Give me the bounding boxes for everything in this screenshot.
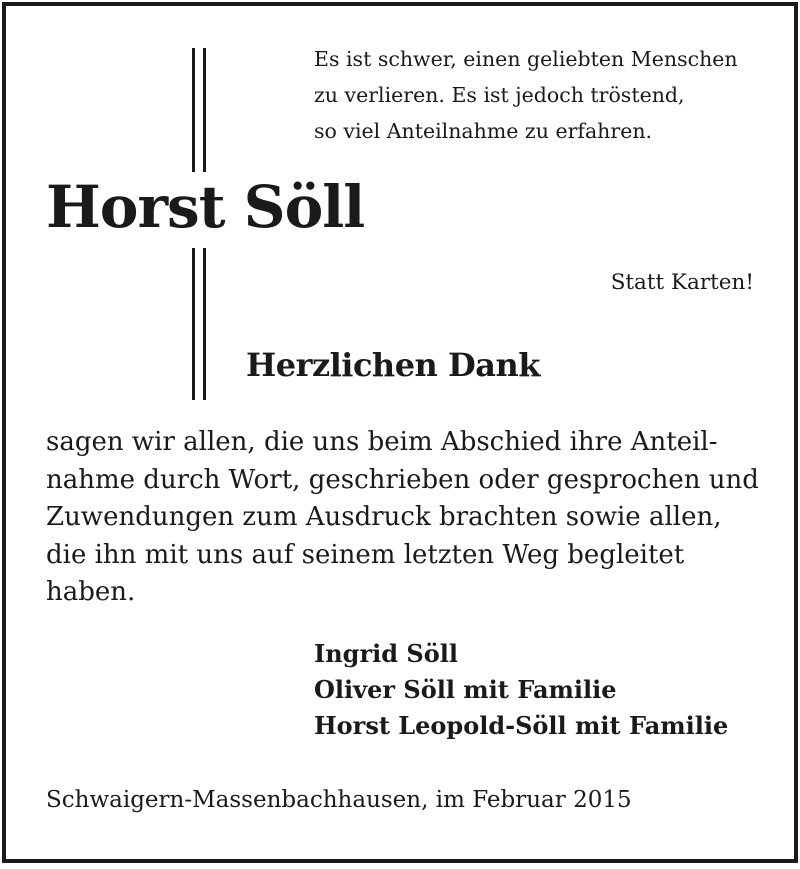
body-line: nahme durch Wort, geschrieben oder gesprochen und — [46, 464, 759, 495]
body-line: sagen wir allen, die uns beim Abschied ihre Anteil- — [46, 427, 718, 457]
thanks-heading: Herzlichen Dank — [246, 346, 540, 384]
statt-karten-note: Statt Karten! — [610, 270, 754, 295]
condolence-quote — [314, 41, 774, 149]
body-line: haben. — [46, 577, 136, 607]
body-line: Zuwendungen zum Ausdruck brachten sowie allen, — [46, 502, 722, 532]
quote-line: Es ist schwer, einen geliebten Menschen — [314, 47, 738, 71]
thanks-text — [46, 424, 759, 612]
cross-bar-lower-left — [192, 248, 195, 400]
body-line: die ihn mit uns auf seinem letzten Weg begleitet — [46, 539, 685, 570]
cross-bar-upper-left — [192, 48, 195, 172]
signer: Ingrid Söll — [314, 639, 458, 668]
quote-line: so viel Anteilnahme zu erfahren. — [314, 119, 653, 143]
place-and-date: Schwaigern-Massenbachhausen, im Februar 2015 — [46, 787, 632, 813]
signer: Horst Leopold-Söll mit Familie — [314, 711, 729, 740]
signers-list — [314, 636, 728, 744]
deceased-name: Horst Söll — [46, 173, 365, 241]
quote-line: zu verlieren. Es ist jedoch tröstend, — [314, 83, 685, 107]
cross-bar-lower-right — [203, 248, 206, 400]
signer: Oliver Söll mit Familie — [314, 675, 617, 704]
cross-bar-upper-right — [203, 48, 206, 172]
